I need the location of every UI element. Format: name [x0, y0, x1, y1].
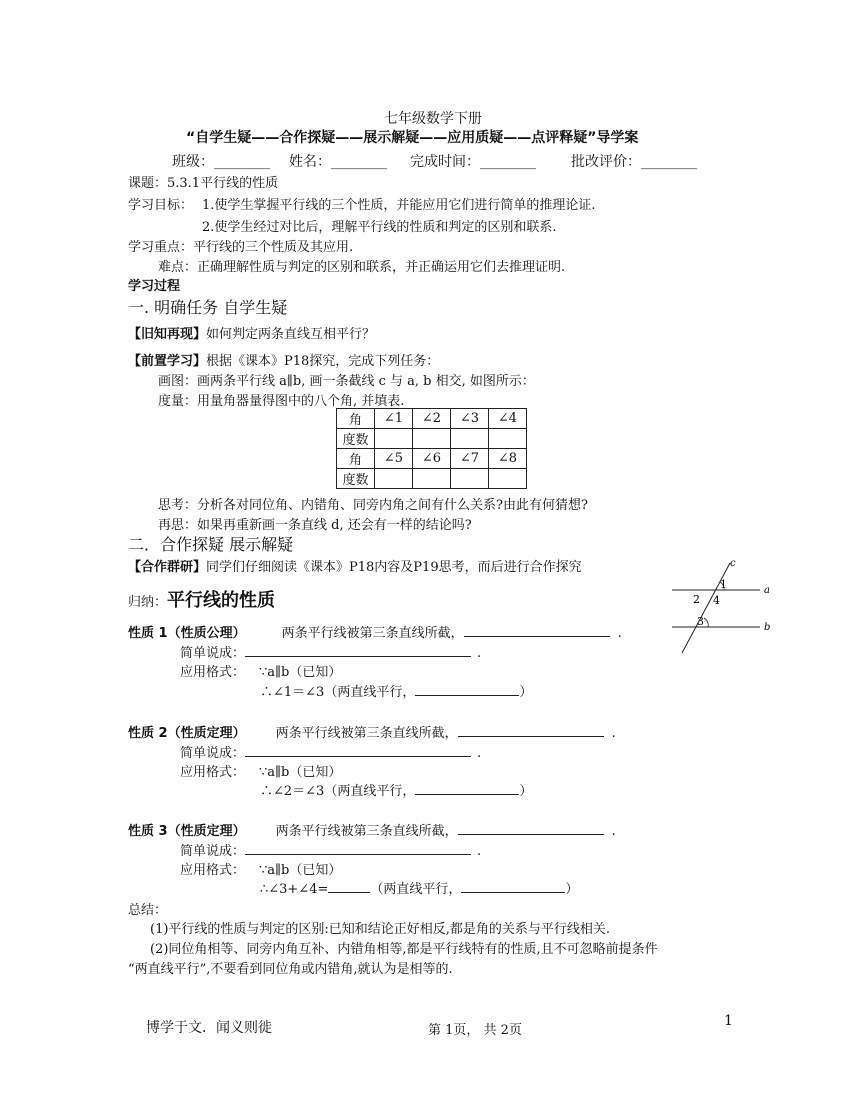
summary-label: 总结：	[128, 903, 168, 918]
table-cell	[489, 469, 527, 489]
summary-prefix: 归纳：	[128, 595, 168, 610]
property-1-conclusion	[260, 681, 532, 700]
process-heading: 学习过程	[128, 279, 181, 294]
table-cell: ∠4	[489, 409, 527, 429]
completion-time-label: 完成时间：________	[410, 154, 536, 170]
property-2-text: 两条平行线被第三条直线所截，	[275, 726, 458, 741]
property-3-title: 性质 3（性质定理）	[128, 824, 246, 839]
property-2-line	[128, 722, 616, 741]
review-tag: 【旧知再现】	[128, 327, 207, 342]
property-1-line	[128, 622, 622, 641]
review-line	[128, 323, 375, 342]
given-statement: ∵a∥b（已知）	[259, 665, 342, 680]
review-text: 如何判定两条直线互相平行？	[206, 327, 376, 342]
table-row	[337, 429, 527, 449]
rethink-prompt: 再思：如果再重新画一条直线 d, 还会有一样的结论吗?	[158, 518, 472, 533]
given-statement: ∵a∥b（已知）	[259, 863, 342, 878]
goal-1: 1.使学生掌握平行线的三个性质，并能应用它们进行简单的推理论证.	[202, 198, 596, 213]
table-cell	[451, 429, 489, 449]
table-cell: ∠7	[451, 449, 489, 469]
table-cell: ∠8	[489, 449, 527, 469]
label-c: c	[730, 558, 736, 569]
angle-1-label: 1	[720, 578, 727, 591]
conclusion-statement: ∴∠3+∠4=	[260, 882, 329, 897]
lesson-topic: 课题：5.3.1平行线的性质	[128, 176, 279, 191]
table-cell: 度数	[337, 469, 375, 489]
footer-page-number: 1	[724, 1013, 733, 1029]
table-cell	[413, 469, 451, 489]
property-3-line	[128, 820, 616, 839]
property-1-text: 两条平行线被第三条直线所截，	[281, 626, 464, 641]
property-3-format	[180, 859, 341, 878]
close-paren: ）	[519, 784, 533, 799]
summary-point-1: (1)平行线的性质与判定的区别:已知和结论正好相反,都是角的关系与平行线相关.	[150, 922, 611, 937]
table-cell	[451, 469, 489, 489]
close-paren: ）	[565, 882, 579, 897]
label-b: b	[764, 622, 771, 633]
document-grade: 七年级数学下册	[384, 111, 482, 127]
property-3-blank[interactable]	[458, 822, 604, 835]
table-cell: 角	[337, 409, 375, 429]
pre-study-text: 根据《课本》P18探究，完成下列任务：	[206, 354, 440, 369]
coop-tag: 【合作群研】	[128, 560, 207, 575]
measure-task: 度量：用量角器量得图中的八个角, 并填表.	[158, 394, 405, 409]
table-cell	[375, 429, 413, 449]
summary-heading	[128, 586, 275, 612]
table-cell	[489, 429, 527, 449]
angle-2-label: 2	[693, 593, 700, 606]
think-prompt: 思考：分析各对同位角、内错角、同旁内角之间有什么关系?由此有何猜想?	[158, 498, 588, 513]
document-title: “自学生疑——合作探疑——展示解疑——应用质疑——点评释疑”导学案	[186, 130, 639, 146]
simple-label: 简单说成：	[180, 844, 246, 859]
property-1-reason-blank[interactable]	[415, 683, 519, 696]
close-paren: ）	[519, 685, 533, 700]
table-cell	[375, 469, 413, 489]
property-2-reason-blank[interactable]	[415, 782, 519, 795]
table-cell	[413, 429, 451, 449]
table-row	[337, 409, 527, 429]
summary-title: 平行线的性质	[167, 590, 276, 611]
period: .	[611, 824, 616, 839]
format-label: 应用格式：	[180, 765, 246, 780]
format-label: 应用格式：	[180, 665, 246, 680]
property-1-simple-blank[interactable]	[245, 644, 471, 657]
property-2-format	[180, 761, 341, 780]
goal-label: 学习目标：	[128, 198, 194, 213]
table-cell: 角	[337, 449, 375, 469]
property-3-simple	[180, 840, 481, 859]
table-cell: 度数	[337, 429, 375, 449]
table-cell: ∠2	[413, 409, 451, 429]
period: .	[611, 726, 616, 741]
class-field-label: 班级：________	[172, 154, 270, 170]
property-3-simple-blank[interactable]	[245, 842, 471, 855]
property-1-simple	[180, 642, 481, 661]
conclusion-reason: （两直线平行，	[370, 882, 462, 897]
angle-table	[336, 408, 527, 489]
summary-point-2-cont: “两直线平行”,不要看到同位角或内错角,就认为是相等的.	[128, 962, 453, 977]
period: .	[477, 844, 482, 859]
property-1-title: 性质 1（性质公理）	[128, 626, 246, 641]
section-2-heading: 二．合作探疑 展示解疑	[128, 535, 294, 554]
table-cell: ∠5	[375, 449, 413, 469]
table-row	[337, 469, 527, 489]
grading-eval-label: 批改评价：________	[571, 154, 697, 170]
summary-point-2: (2)同位角相等、同旁内角互补、内错角相等,都是平行线特有的性质,且不可忽略前提条件	[150, 942, 658, 957]
parallel-lines-figure	[660, 555, 780, 660]
angle-4-label: 4	[713, 594, 720, 607]
goal-2: 2.使学生经过对比后，理解平行线的性质和判定的区别和联系.	[202, 220, 557, 235]
pre-study-tag: 【前置学习】	[128, 354, 207, 369]
property-3-reason-blank[interactable]	[461, 880, 565, 893]
footer-page-info: 第 1页， 共 2页	[428, 1023, 522, 1038]
simple-label: 简单说成：	[180, 646, 246, 661]
coop-text: 同学们仔细阅读《课本》P18内容及P19思考，而后进行合作探究	[206, 560, 582, 575]
format-label: 应用格式：	[180, 863, 246, 878]
given-statement: ∵a∥b（已知）	[259, 765, 342, 780]
simple-label: 简单说成：	[180, 746, 246, 761]
period: .	[477, 746, 482, 761]
key-point: 学习重点：平行线的三个性质及其应用.	[128, 240, 354, 255]
period: .	[617, 626, 622, 641]
property-1-format	[180, 661, 341, 680]
property-2-simple-blank[interactable]	[245, 744, 471, 757]
property-3-text: 两条平行线被第三条直线所截，	[275, 824, 458, 839]
transversal-c	[682, 563, 730, 653]
difficulty: 难点：正确理解性质与判定的区别和联系，并正确运用它们去推理证明.	[158, 260, 566, 275]
property-2-simple	[180, 742, 481, 761]
table-cell: ∠3	[451, 409, 489, 429]
property-2-conclusion	[260, 780, 532, 799]
property-2-blank[interactable]	[458, 724, 604, 737]
angle-3-label: 3	[697, 615, 704, 628]
property-3-sum-blank[interactable]	[328, 880, 370, 893]
table-cell: ∠6	[413, 449, 451, 469]
label-a: a	[764, 585, 770, 596]
footer-motto: 博学于文．闻义则徙	[146, 1020, 272, 1036]
conclusion-statement: ∴∠2＝∠3（两直线平行，	[260, 784, 416, 799]
property-3-conclusion	[260, 878, 578, 897]
pre-study-line	[128, 350, 439, 369]
property-1-blank[interactable]	[464, 624, 610, 637]
table-cell: ∠1	[375, 409, 413, 429]
property-2-title: 性质 2（性质定理）	[128, 726, 246, 741]
conclusion-statement: ∴∠1＝∠3（两直线平行，	[260, 685, 416, 700]
draw-task: 画图：画两条平行线 a∥b, 画一条截线 c 与 a, b 相交, 如图所示：	[158, 374, 535, 389]
table-row	[337, 449, 527, 469]
coop-line	[128, 556, 582, 575]
name-field-label: 姓名：________	[289, 154, 387, 170]
period: .	[477, 646, 482, 661]
section-1-heading: 一. 明确任务 自学生疑	[128, 298, 288, 317]
